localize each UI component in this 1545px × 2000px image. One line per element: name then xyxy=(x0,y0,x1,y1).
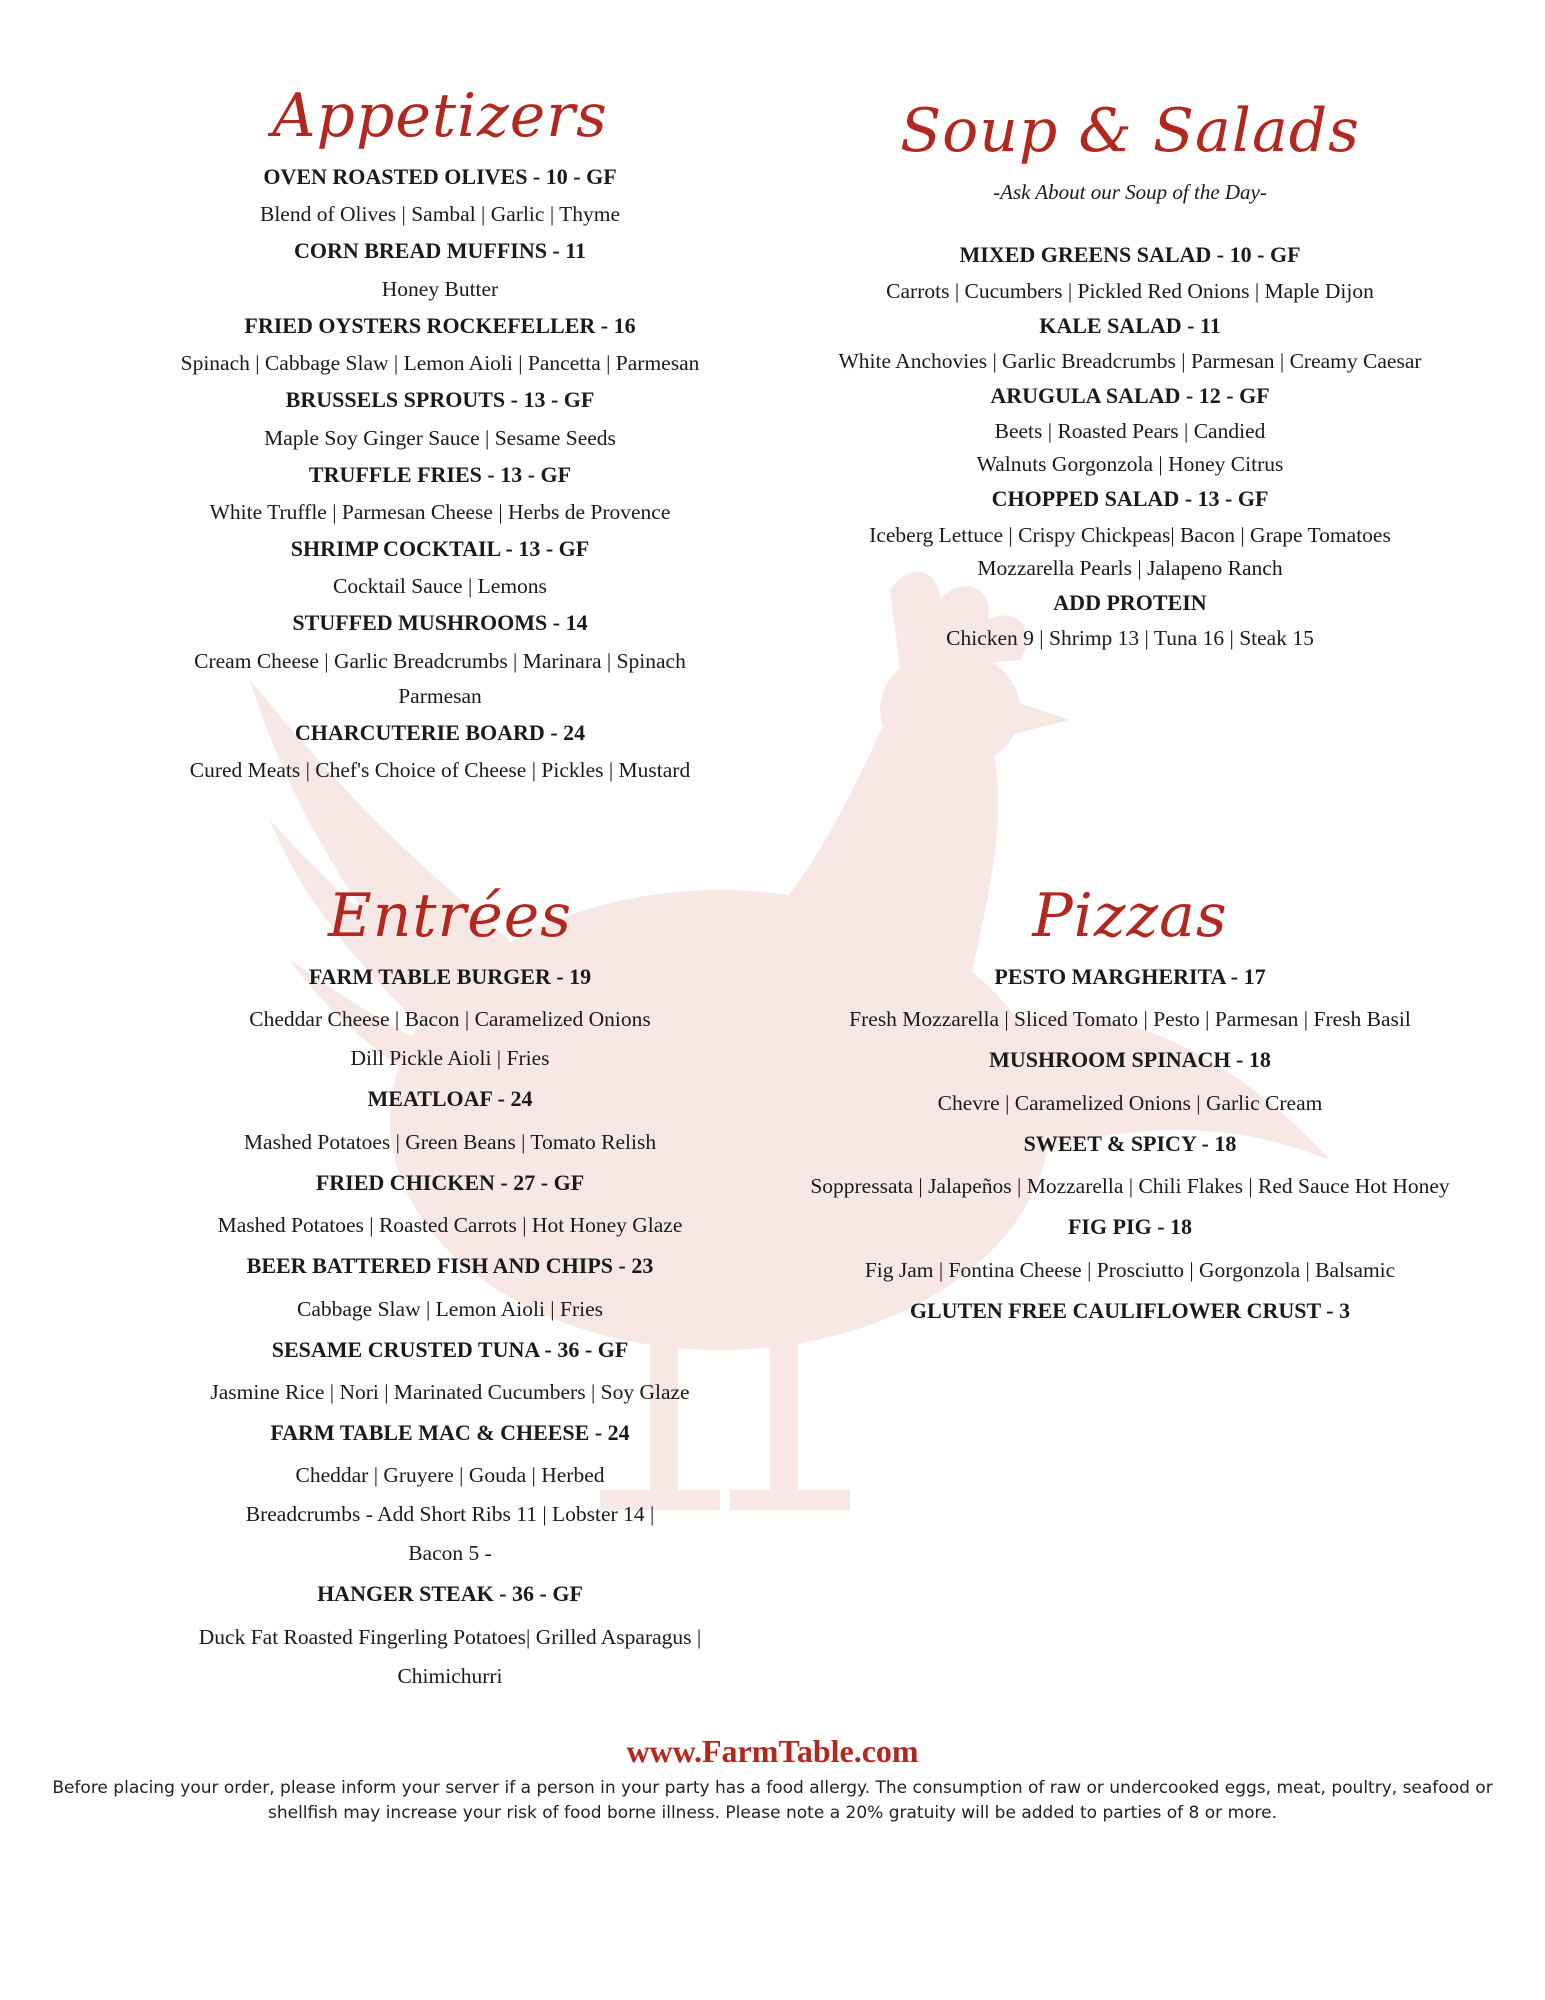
item-name: MEATLOAF - 24 xyxy=(367,1086,533,1112)
item-name: SWEET & SPICY - 18 xyxy=(1023,1130,1237,1156)
item-description: Cheddar Cheese | Bacon | Caramelized Onions Dill Pickle Aioli | Fries xyxy=(249,1007,651,1071)
soup-salads-section xyxy=(790,95,1470,655)
menu-item xyxy=(110,1337,790,1412)
item-name: FARM TABLE BURGER - 19 xyxy=(308,964,592,989)
item-name: CORN BREAD MUFFINS - 11 xyxy=(293,238,587,264)
item-name: TRUFFLE FRIES - 13 - GF xyxy=(308,461,572,487)
item-name: GLUTEN FREE CAULIFLOWER CRUST - 3 xyxy=(909,1297,1351,1323)
footer xyxy=(40,1733,1505,1826)
item-description: Honey Butter xyxy=(381,276,499,301)
item-name: OVEN ROASTED OLIVES - 10 - GF xyxy=(263,164,617,189)
menu-item xyxy=(790,964,1470,1039)
menu-item xyxy=(100,462,780,530)
menu-item xyxy=(790,242,1470,307)
item-name: CHARCUTERIE BOARD - 24 xyxy=(294,719,586,745)
item-description: Cocktail Sauce | Lemons xyxy=(333,574,547,599)
pizzas-section xyxy=(790,880,1470,1324)
item-name: KALE SALAD - 11 xyxy=(1039,312,1221,338)
item-name: MIXED GREENS SALAD - 10 - GF xyxy=(959,242,1301,268)
menu-item xyxy=(790,1131,1470,1206)
item-name: CHOPPED SALAD - 13 - GF xyxy=(991,486,1269,512)
item-name: BRUSSELS SPROUTS - 13 - GF xyxy=(285,387,595,413)
item-description: Chevre | Caramelized Onions | Garlic Cream xyxy=(937,1090,1323,1115)
entrees-section xyxy=(110,880,790,1696)
menu-item xyxy=(790,313,1470,378)
item-name: ARUGULA SALAD - 12 - GF xyxy=(990,383,1270,409)
menu-item xyxy=(790,1214,1470,1289)
item-description: Carrots | Cucumbers | Pickled Red Onions | Maple Dijon xyxy=(886,278,1374,303)
menu-item xyxy=(110,964,790,1078)
item-description: Maple Soy Ginger Sauce | Sesame Seeds xyxy=(264,425,616,450)
allergy-disclaimer: Before placing your order, please inform your server if a person in your party has a food allergy. The consumption of raw or undercooked eggs, meat, poultry, seafood or shellfish may increase your risk of food borne illness. Please note a 20% gratuity will be added to parties of 8 or more. xyxy=(52,1778,1493,1823)
menu-item xyxy=(110,1420,790,1573)
item-description: Cabbage Slaw | Lemon Aioli | Fries xyxy=(297,1296,603,1321)
menu-item xyxy=(100,387,780,455)
item-name: STUFFED MUSHROOMS - 14 xyxy=(292,610,588,636)
item-description: Cured Meats | Chef's Choice of Cheese | Pickles | Mustard xyxy=(189,758,691,783)
menu-item xyxy=(110,1581,790,1695)
menu-item xyxy=(100,238,780,306)
item-description: Mashed Potatoes | Roasted Carrots | Hot Honey Glaze xyxy=(217,1213,683,1238)
menu-item xyxy=(100,536,780,604)
item-description: Jasmine Rice | Nori | Marinated Cucumbers | Soy Glaze xyxy=(210,1379,690,1404)
item-name: FRIED CHICKEN - 27 - GF xyxy=(315,1169,585,1195)
item-description: Blend of Olives | Sambal | Garlic | Thyme xyxy=(259,202,621,227)
menu-item xyxy=(100,164,780,232)
soup-of-the-day-note: -Ask About our Soup of the Day- xyxy=(993,180,1267,204)
item-name: HANGER STEAK - 36 - GF xyxy=(317,1581,583,1607)
item-name: FIG PIG - 18 xyxy=(1067,1214,1193,1240)
item-description: Fig Jam | Fontina Cheese | Prosciutto | Gorgonzola | Balsamic xyxy=(864,1257,1396,1282)
item-name: SESAME CRUSTED TUNA - 36 - GF xyxy=(271,1336,629,1362)
soup-salads-title: Soup & Salads xyxy=(900,96,1360,166)
item-name: MUSHROOM SPINACH - 18 xyxy=(989,1047,1271,1073)
menu-item xyxy=(100,313,780,381)
menu-item xyxy=(790,590,1470,655)
menu-item xyxy=(100,720,780,788)
item-name: FRIED OYSTERS ROCKEFELLER - 16 xyxy=(244,312,636,338)
item-name: ADD PROTEIN xyxy=(1053,589,1207,615)
appetizers-title: Appetizers xyxy=(272,81,608,151)
menu-item xyxy=(110,1086,790,1161)
item-description: Cream Cheese | Garlic Breadcrumbs | Marinara | Spinach Parmesan xyxy=(194,648,686,708)
item-name: SHRIMP COCKTAIL - 13 - GF xyxy=(290,535,590,561)
item-description: Cheddar | Gruyere | Gouda | Herbed Breadcrumbs - Add Short Ribs 11 | Lobster 14 | Bacon 5 - xyxy=(245,1463,655,1566)
appetizers-section xyxy=(100,80,780,788)
website-link[interactable]: www.FarmTable.com xyxy=(626,1733,919,1769)
item-description: Fresh Mozzarella | Sliced Tomato | Pesto | Parmesan | Fresh Basil xyxy=(849,1007,1411,1032)
menu-item xyxy=(110,1170,790,1245)
menu-item xyxy=(790,383,1470,481)
item-description: White Anchovies | Garlic Breadcrumbs | Parmesan | Creamy Caesar xyxy=(838,349,1422,374)
item-description: Soppressata | Jalapeños | Mozzarella | Chili Flakes | Red Sauce Hot Honey xyxy=(810,1174,1450,1199)
menu-item xyxy=(790,486,1470,584)
menu-item xyxy=(790,1047,1470,1122)
item-description: White Truffle | Parmesan Cheese | Herbs de Provence xyxy=(209,499,671,524)
menu-item xyxy=(790,1298,1470,1324)
item-description: Chicken 9 | Shrimp 13 | Tuna 16 | Steak 15 xyxy=(946,626,1314,651)
menu-item xyxy=(100,610,780,713)
item-name: BEER BATTERED FISH AND CHIPS - 23 xyxy=(246,1253,654,1279)
item-description: Beets | Roasted Pears | Candied Walnuts Gorgonzola | Honey Citrus xyxy=(976,419,1284,477)
menu-item xyxy=(110,1253,790,1328)
item-name: PESTO MARGHERITA - 17 xyxy=(994,964,1266,989)
pizzas-title: Pizzas xyxy=(1032,881,1228,951)
item-description: Spinach | Cabbage Slaw | Lemon Aioli | Pancetta | Parmesan xyxy=(180,351,700,376)
item-name: FARM TABLE MAC & CHEESE - 24 xyxy=(270,1419,630,1445)
item-description: Iceberg Lettuce | Crispy Chickpeas| Bacon | Grape Tomatoes Mozzarella Pearls | Jalapeno Ranch xyxy=(869,522,1391,580)
item-description: Mashed Potatoes | Green Beans | Tomato Relish xyxy=(243,1129,657,1154)
item-description: Duck Fat Roasted Fingerling Potatoes| Grilled Asparagus | Chimichurri xyxy=(198,1624,702,1688)
entrees-title: Entrées xyxy=(327,881,573,951)
